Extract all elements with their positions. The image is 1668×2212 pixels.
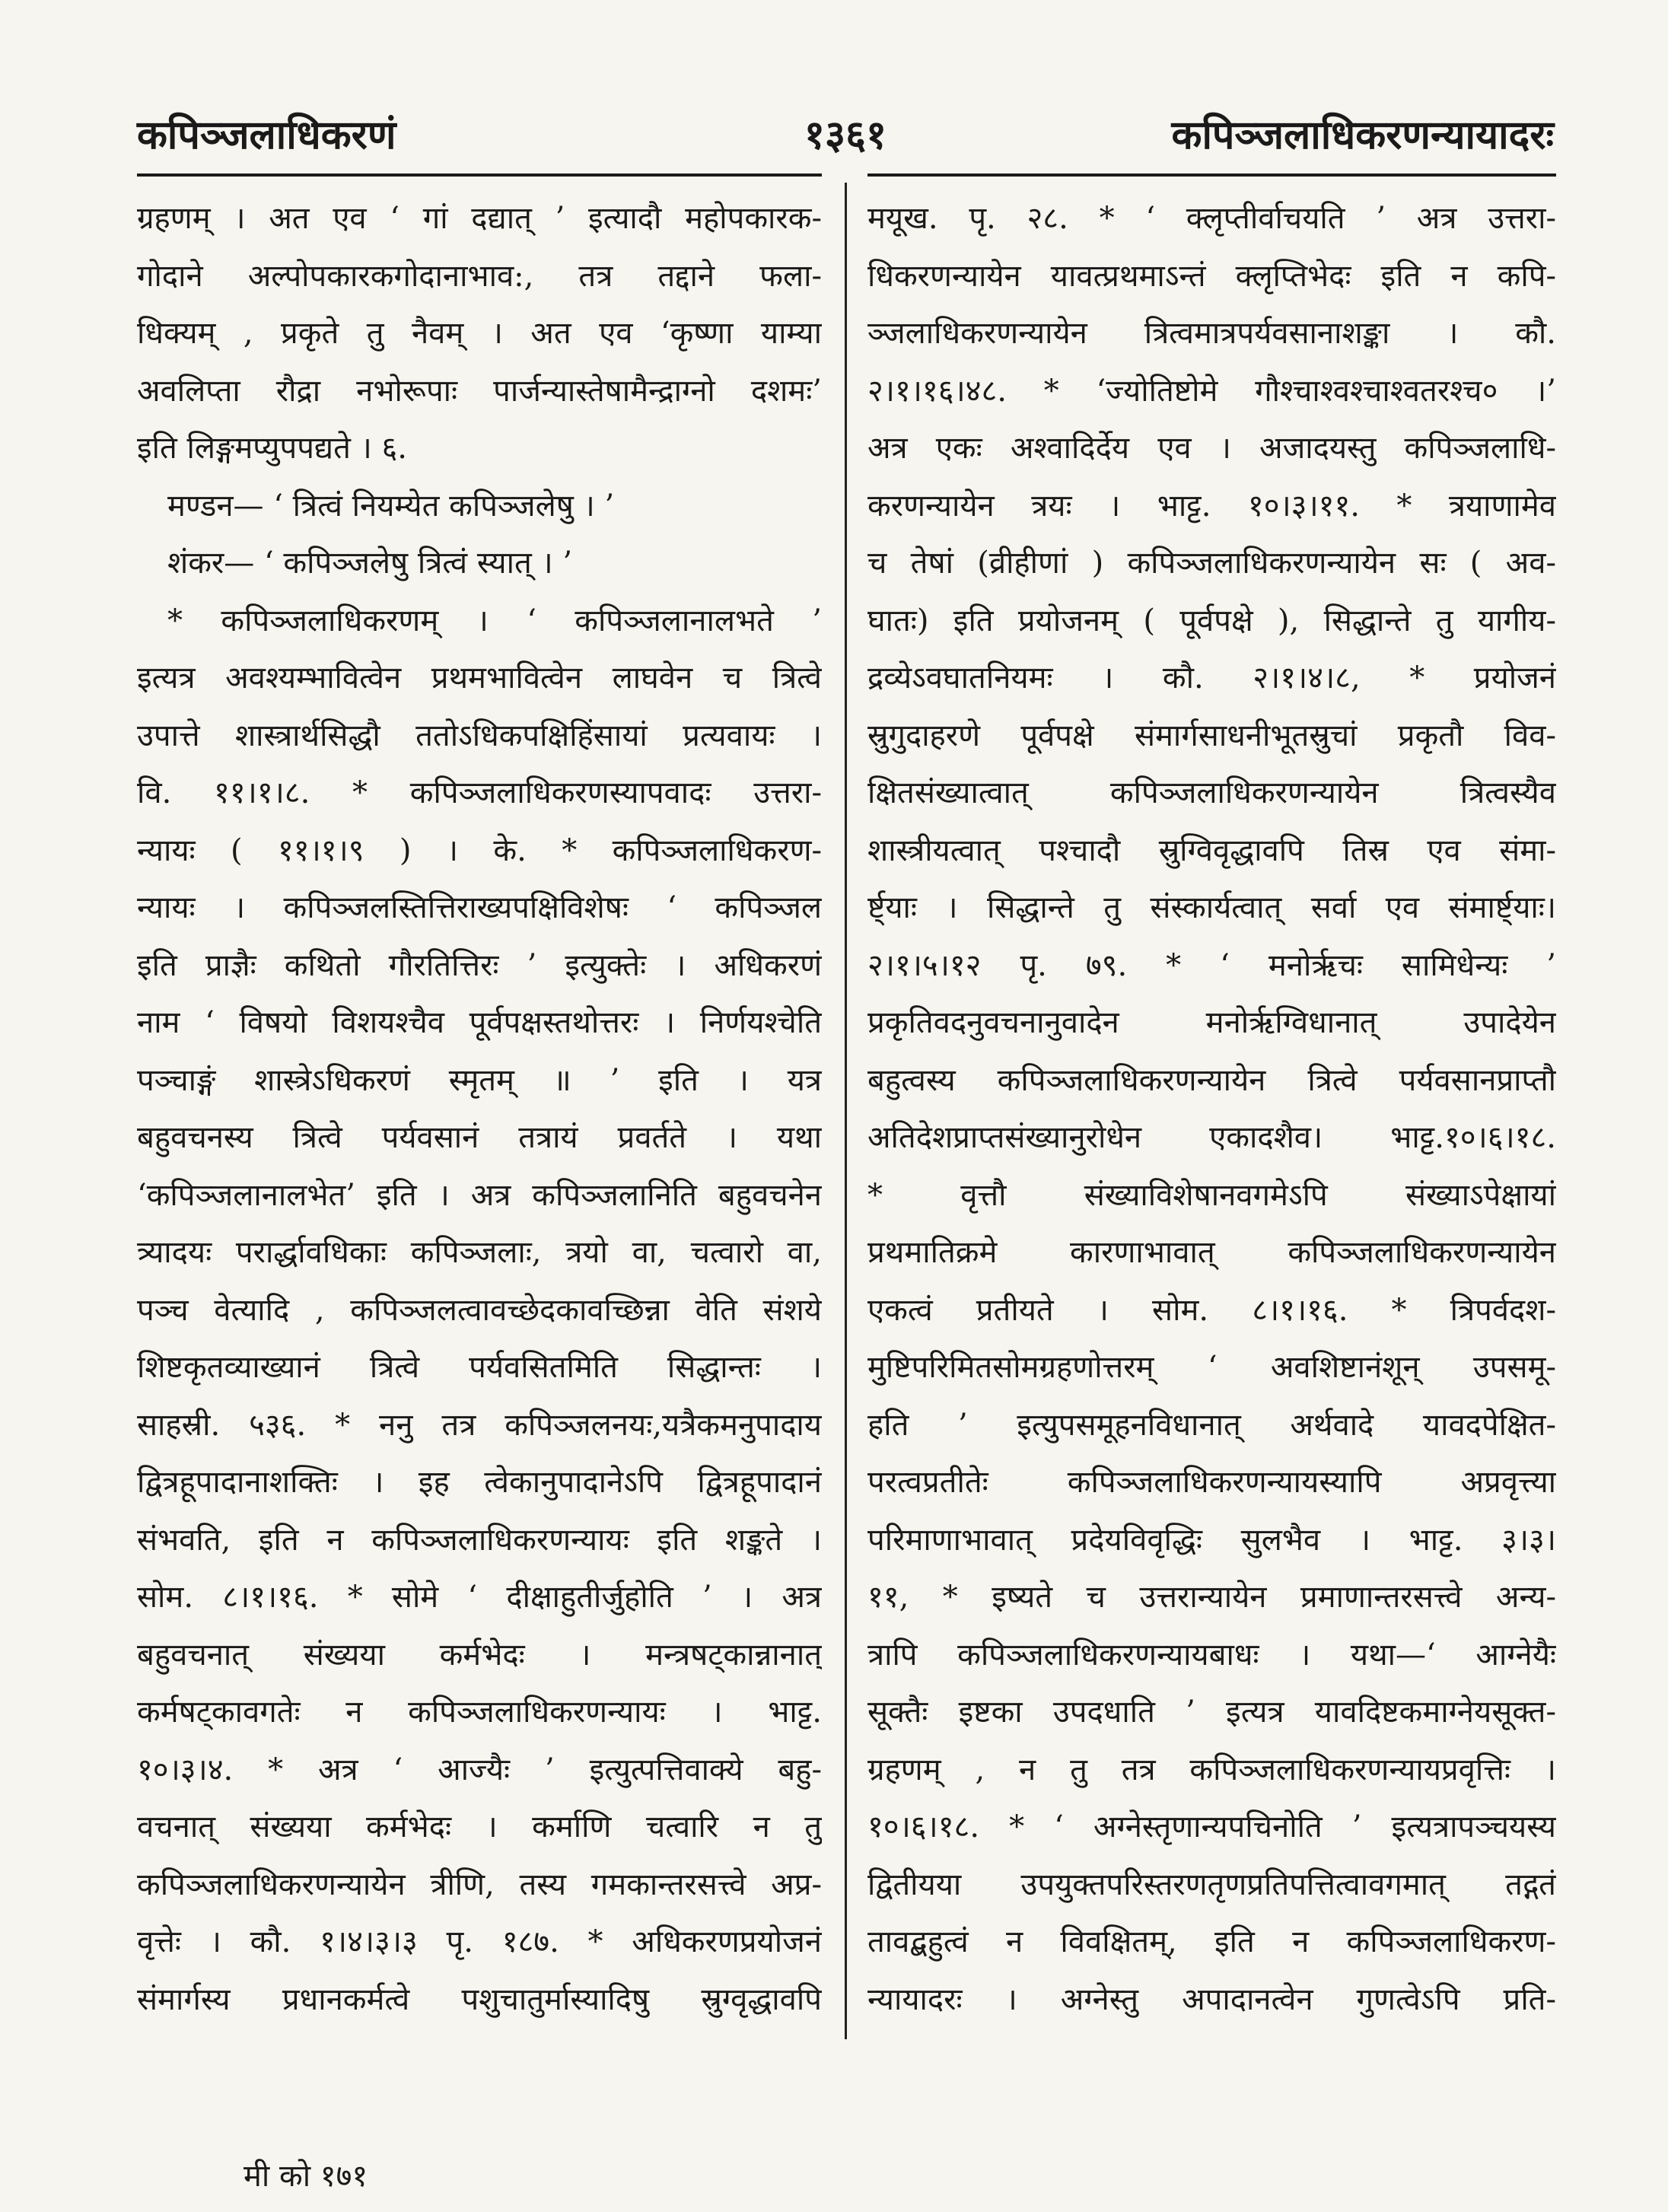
text-line: नाम ‘ विषयो विशयश्चैव पूर्वपक्षस्तथोत्तरः । निर्णयश्चेति: [137, 1005, 822, 1040]
text-line: * वृत्तौ संख्याविशेषानवगमेऽपि संख्याऽपेक्षायां: [867, 1177, 1556, 1213]
text-line: शास्त्रीयत्वात् पश्चादौ स्रुग्विवृद्धावपि तिस्र एव संमा-: [867, 832, 1556, 868]
text-line: च तेषां (व्रीहीणां ) कपिञ्जलाधिकरणन्यायेन सः ( अव-: [867, 546, 1556, 581]
text-line: बहुवचनस्य त्रित्वे पर्यवसानं तत्रायं प्रवर्तते । यथा: [137, 1120, 822, 1155]
text-line: धिकरणन्यायेन यावत्प्रथमाऽन्तं क्लृप्तिभेदः इति न कपि-: [867, 258, 1556, 294]
header-rule-left: [137, 173, 822, 177]
text-line: इति प्राज्ञैः कथितो गौरतित्तिरः ’ इत्युक्तेः । अधिकरणं: [137, 947, 822, 983]
text-line: १०।६।१८. * ‘ अग्नेस्तृणान्यपचिनोति ’ इत्यत्रापञ्चयस्य: [867, 1809, 1556, 1844]
text-line: स्रुगुदाहरणे पूर्वपक्षे संमार्गसाधनीभूतस्रुचां प्रकृतौ विव-: [867, 718, 1556, 753]
page-header: [137, 107, 1554, 175]
running-head-right: कपिञ्जलाधिकरणन्यायादरः: [1171, 112, 1554, 158]
right-column: [867, 190, 1556, 2039]
text-line: १०।३।४. * अत्र ‘ आज्यैः ’ इत्युत्पत्तिवाक्ये बहु-: [137, 1752, 822, 1787]
text-line: एकत्वं प्रतीयते । सोम. ८।१।१६. * त्रिपर्वदश-: [867, 1292, 1556, 1328]
text-line: ‘कपिञ्जलानालभेत’ इति । अत्र कपिञ्जलानिति बहुवचनेन: [137, 1177, 822, 1213]
text-line: त्रापि कपिञ्जलाधिकरणन्यायबाधः । यथा—‘ आग्नेयैः: [867, 1637, 1556, 1673]
text-line: * कपिञ्जलाधिकरणम् । ‘ कपिञ्जलानालभते ’: [167, 603, 822, 638]
text-line: न्यायः ( ११।१।९ ) । के. * कपिञ्जलाधिकरण-: [137, 832, 822, 868]
text-line: संभवति, इति न कपिञ्जलाधिकरणन्यायः इति शङ्कते ।: [137, 1522, 822, 1558]
text-line: ञ्जलाधिकरणन्यायेन त्रित्वमात्रपर्यवसानाशङ्का । कौ.: [867, 316, 1556, 351]
text-line: अत्र एकः अश्वादिर्देय एव । अजादयस्तु कपिञ्जलाधि-: [867, 431, 1556, 466]
text-line: इति लिङ्गमप्युपपद्यते । ६.: [137, 431, 408, 466]
text-line: मण्डन— ‘ त्रित्वं नियम्येत कपिञ्जलेषु । ’: [167, 488, 615, 524]
text-line: सूक्तैः इष्टका उपदधाति ’ इत्यत्र यावदिष्टकमाग्नेयसूक्त-: [867, 1695, 1556, 1730]
text-line: घातः) इति प्रयोजनम् ( पूर्वपक्षे ), सिद्धान्ते तु यागीय-: [867, 603, 1556, 638]
text-line: करणन्यायेन त्रयः । भाट्ट. १०।३।११. * त्रयाणामेव: [867, 488, 1556, 524]
text-line: न्यायादरः । अग्नेस्तु अपादानत्वेन गुणत्वेऽपि प्रति-: [867, 1981, 1556, 2017]
text-line: कपिञ्जलाधिकरणन्यायेन त्रीणि, तस्य गमकान्तरसत्त्वे अप्र-: [137, 1867, 822, 1902]
text-line: मुष्टिपरिमितसोमग्रहणोत्तरम् ‘ अवशिष्टानंशून् उपसमू-: [867, 1350, 1556, 1385]
text-line: वचनात् संख्यया कर्मभेदः । कर्माणि चत्वारि न तु: [137, 1809, 822, 1844]
text-line: वृत्तेः । कौ. १।४।३।३ पृ. १८७. * अधिकरणप्रयोजनं: [137, 1924, 822, 1959]
text-line: [867, 2029, 1556, 2039]
text-line: परिमाणाभावात् प्रदेयविवृद्धिः सुलभैव । भाट्ट. ३।३।: [867, 1522, 1556, 1558]
text-line: शंकर— ‘ कपिञ्जलेषु त्रित्वं स्यात् । ’: [167, 546, 573, 581]
text-line: उपात्ते शास्त्रार्थसिद्धौ ततोऽधिकपक्षिहिंसायां प्रत्यवायः ।: [137, 718, 822, 753]
text-line: न्यायः । कपिञ्जलस्तित्तिराख्यपक्षिविशेषः ‘ कपिञ्जल: [137, 890, 822, 925]
text-line: ग्रहणम् । अत एव ‘ गां दद्यात् ’ इत्यादौ महोपकारक-: [137, 201, 822, 236]
text-line: हति ’ इत्युपसमूहनविधानात् अर्थवादे यावदपेक्षित-: [867, 1407, 1556, 1443]
text-line: कर्मषट्कावगतेः न कपिञ्जलाधिकरणन्यायः । भाट्ट.: [137, 1695, 822, 1730]
text-line: अवलिप्ता रौद्रा नभोरूपाः पार्जन्यास्तेषामैन्द्राग्नो दशमः’: [137, 373, 822, 409]
text-line: [137, 2029, 822, 2039]
text-line: परत्वप्रतीतेः कपिञ्जलाधिकरणन्यायस्यापि अप्रवृत्त्या: [867, 1465, 1556, 1500]
text-line: शिष्टकृतव्याख्यानं त्रित्वे पर्यवसितमिति सिद्धान्तः ।: [137, 1350, 822, 1385]
text-line: द्वित्रहूपादानाशक्तिः । इह त्वेकानुपादानेऽपि द्वित्रहूपादानं: [137, 1465, 822, 1500]
text-line: बहुत्वस्य कपिञ्जलाधिकरणन्यायेन त्रित्वे पर्यवसानप्राप्तौ: [867, 1062, 1556, 1098]
text-line: ११, * इष्यते च उत्तरान्यायेन प्रमाणान्तरसत्त्वे अन्य-: [867, 1580, 1556, 1615]
left-column: [137, 190, 822, 2039]
text-line: त्र्यादयः परार्द्धावधिकाः कपिञ्जलाः, त्रयो वा, चत्वारो वा,: [137, 1235, 822, 1270]
text-line: इत्यत्र अवश्यम्भावित्वेन प्रथमभावित्वेन लाघवेन च त्रित्वे: [137, 660, 822, 695]
text-line: बहुवचनात् संख्यया कर्मभेदः । मन्त्रषट्कान्नानात्: [137, 1637, 822, 1673]
column-divider: [845, 183, 847, 2039]
text-line: संमार्गस्य प्रधानकर्मत्वे पशुचातुर्मास्यादिषु स्रुग्वृद्धावपि: [137, 1981, 822, 2017]
header-rule-right: [867, 173, 1556, 177]
text-line: ग्रहणम् , न तु तत्र कपिञ्जलाधिकरणन्यायप्रवृत्तिः ।: [867, 1752, 1556, 1787]
text-line: र्ष्ट्याः । सिद्धान्ते तु संस्कार्यत्वात् सर्वा एव संमार्ष्ट्याः।: [867, 890, 1556, 925]
text-line: २।१।१६।४८. * ‘ज्योतिष्टोमे गौश्चाश्वश्चाश्वतरश्च० ।’: [867, 373, 1556, 409]
text-line: अतिदेशप्राप्तसंख्यानुरोधेन एकादशैव। भाट्ट.१०।६।१८.: [867, 1120, 1556, 1155]
text-line: द्वितीयया उपयुक्तपरिस्तरणतृणप्रतिपत्तित्वावगमात् तद्गतं: [867, 1867, 1556, 1902]
text-line: २।१।५।१२ पृ. ७९. * ‘ मनोर्ऋचः सामिधेन्यः ’: [867, 947, 1556, 983]
text-line: मयूख. पृ. २८. * ‘ क्लृप्तीर्वाचयति ’ अत्र उत्तरा-: [867, 201, 1556, 236]
text-line: सोम. ८।१।१६. * सोमे ‘ दीक्षाहुतीर्जुहोति ’ । अत्र: [137, 1580, 822, 1615]
text-line: पञ्चाङ्गं शास्त्रेऽधिकरणं स्मृतम् ॥ ’ इति । यत्र: [137, 1062, 822, 1098]
text-line: साहस्री. ५३६. * ननु तत्र कपिञ्जलनयः,यत्रैकमनुपादाय: [137, 1407, 822, 1443]
footer-signature: मी को १७१: [244, 2159, 368, 2194]
running-head-left: कपिञ्जलाधिकरणं: [137, 112, 396, 158]
text-line: क्षितसंख्यात्वात् कपिञ्जलाधिकरणन्यायेन त्रित्वस्यैव: [867, 775, 1556, 810]
text-line: तावद्बहुत्वं न विवक्षितम्, इति न कपिञ्जलाधिकरण-: [867, 1924, 1556, 1959]
text-line: गोदाने अल्पोपकारकगोदानाभाव:, तत्र तद्दाने फला-: [137, 258, 822, 294]
text-line: द्रव्येऽवघातनियमः । कौ. २।१।४।८, * प्रयोजनं: [867, 660, 1556, 695]
text-line: धिक्यम् , प्रकृते तु नैवम् । अत एव ‘कृष्णा याम्या: [137, 316, 822, 351]
page-number: १३६१: [804, 112, 887, 158]
text-line: पञ्च वेत्यादि , कपिञ्जलत्वावच्छेदकावच्छिन्ना वेति संशये: [137, 1292, 822, 1328]
text-line: प्रकृतिवदनुवचनानुवादेन मनोर्ऋग्विधानात् उपादेयेन: [867, 1005, 1556, 1040]
text-line: वि. ११।१।८. * कपिञ्जलाधिकरणस्यापवादः उत्तरा-: [137, 775, 822, 810]
text-line: प्रथमातिक्रमे कारणाभावात् कपिञ्जलाधिकरणन्यायेन: [867, 1235, 1556, 1270]
